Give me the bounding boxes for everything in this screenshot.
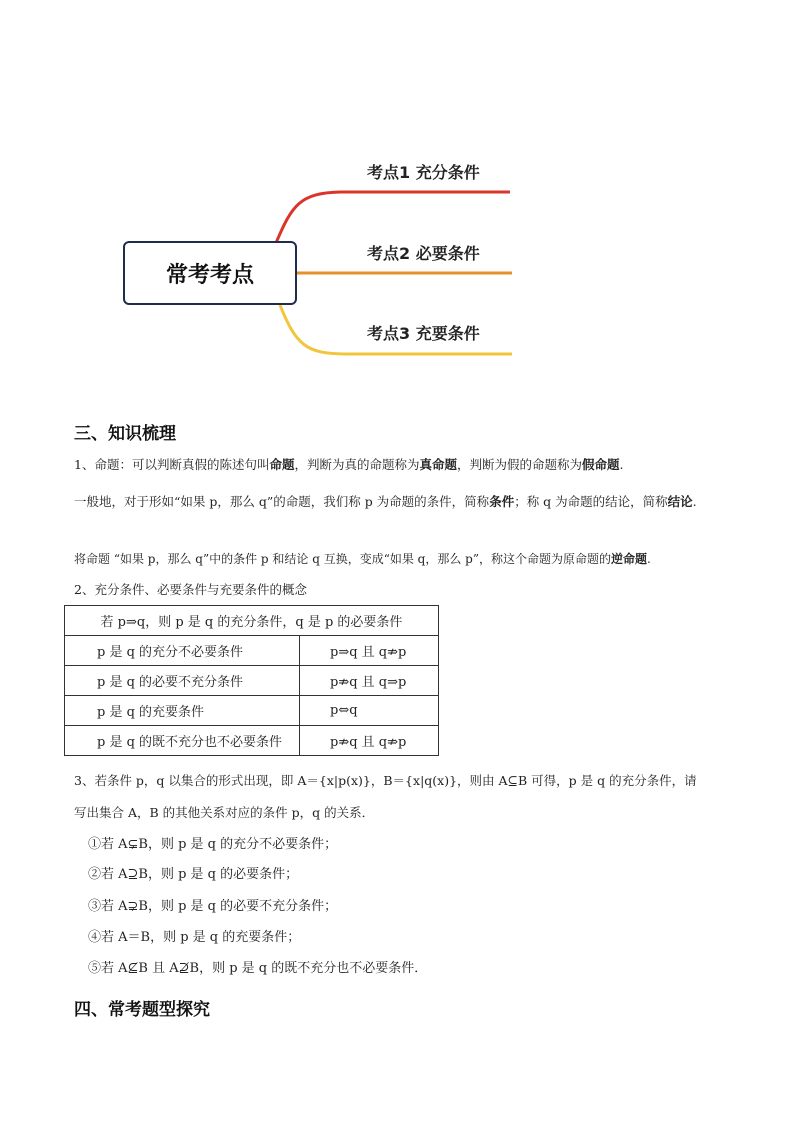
list-item: ③若 A⊋B，则 p 是 q 的必要不充分条件；	[88, 899, 338, 914]
section-3-heading: 三、知识梳理	[74, 424, 176, 444]
branch-1-label: 考点1 充分条件	[367, 163, 480, 182]
table-cell-relation: p⇏q 且 q⇏p	[300, 726, 439, 756]
p1-text-c: ，判断为真的命题称为	[294, 457, 420, 472]
p1-term-true: 真命题	[419, 457, 458, 472]
branch-2-label: 考点2 必要条件	[367, 244, 480, 263]
section-4-heading: 四、常考题型探究	[74, 1000, 210, 1020]
table-cell-condition: p 是 q 的必要不充分条件	[65, 666, 300, 696]
p2-text-e: .	[692, 494, 697, 509]
p3-text-a: 将命题 “如果 p，那么 q”中的条件 p 和结论 q 互换，变成“如果 q，那么 p”，称这个命题为原命题的	[74, 552, 611, 566]
paragraph-concepts-title: 2、充分条件、必要条件与充要条件的概念	[74, 582, 307, 597]
branch-3-label: 考点3 充要条件	[367, 324, 480, 343]
mindmap-center-label: 常考考点	[165, 262, 254, 288]
table-cell-relation: p⇒q 且 q⇏p	[300, 636, 439, 666]
p2-term-conclusion: 结论	[667, 494, 693, 509]
p2-text-c: ；称 q 为命题的结论，简称	[514, 494, 668, 509]
table-row	[65, 636, 439, 666]
table-cell-relation: p⇔q	[300, 696, 439, 726]
table-row	[65, 666, 439, 696]
p2-text-a: 一般地，对于形如“如果 p，那么 q”的命题，我们称 p 为命题的条件，简称	[74, 494, 490, 509]
list-item: ④若 A＝B，则 p 是 q 的充要条件；	[88, 930, 301, 945]
list-item: ⑤若 A⊈B 且 A⊉B，则 p 是 q 的既不充分也不必要条件．	[88, 961, 428, 976]
list-item: ②若 A⊇B，则 p 是 q 的必要条件；	[88, 867, 299, 882]
paragraph-proposition	[74, 455, 734, 475]
p1-text-a: 1、命题：可以判断真假的陈述句叫	[74, 457, 270, 472]
table-row	[65, 696, 439, 726]
p3-text-c: .	[646, 552, 651, 566]
table-header-row	[65, 606, 439, 636]
p2-term-condition: 条件	[489, 494, 515, 509]
p1-term-false: 假命题	[582, 457, 620, 472]
table-cell-condition: p 是 q 的充要条件	[65, 696, 300, 726]
p1-text-e: ，判断为假的命题称为	[457, 457, 583, 472]
p1-text-g: .	[619, 457, 624, 472]
paragraph-set-relation-2: 写出集合 A，B 的其他关系对应的条件 p，q 的关系．	[74, 805, 375, 820]
paragraph-converse	[74, 549, 754, 569]
mindmap	[0, 0, 794, 400]
p3-term-converse: 逆命题	[610, 552, 647, 566]
p1-term-proposition: 命题	[269, 457, 295, 472]
table-cell-condition: p 是 q 的充分不必要条件	[65, 636, 300, 666]
table-header-cell: 若 p⇒q，则 p 是 q 的充分条件，q 是 p 的必要条件	[65, 606, 439, 636]
list-item: ①若 A⊊B，则 p 是 q 的充分不必要条件；	[88, 837, 338, 852]
mindmap-center	[123, 241, 297, 305]
branch-1-connector	[276, 192, 510, 243]
table-row	[65, 726, 439, 756]
table-cell-relation: p⇏q 且 q⇒p	[300, 666, 439, 696]
concept-table	[64, 605, 439, 756]
table-cell-condition: p 是 q 的既不充分也不必要条件	[65, 726, 300, 756]
paragraph-condition	[74, 488, 734, 516]
paragraph-set-relation-1: 3、若条件 p，q 以集合的形式出现，即 A＝{x|p(x)}，B＝{x|q(x)}，则由 A⊆B 可得，p 是 q 的充分条件，请	[74, 773, 697, 788]
